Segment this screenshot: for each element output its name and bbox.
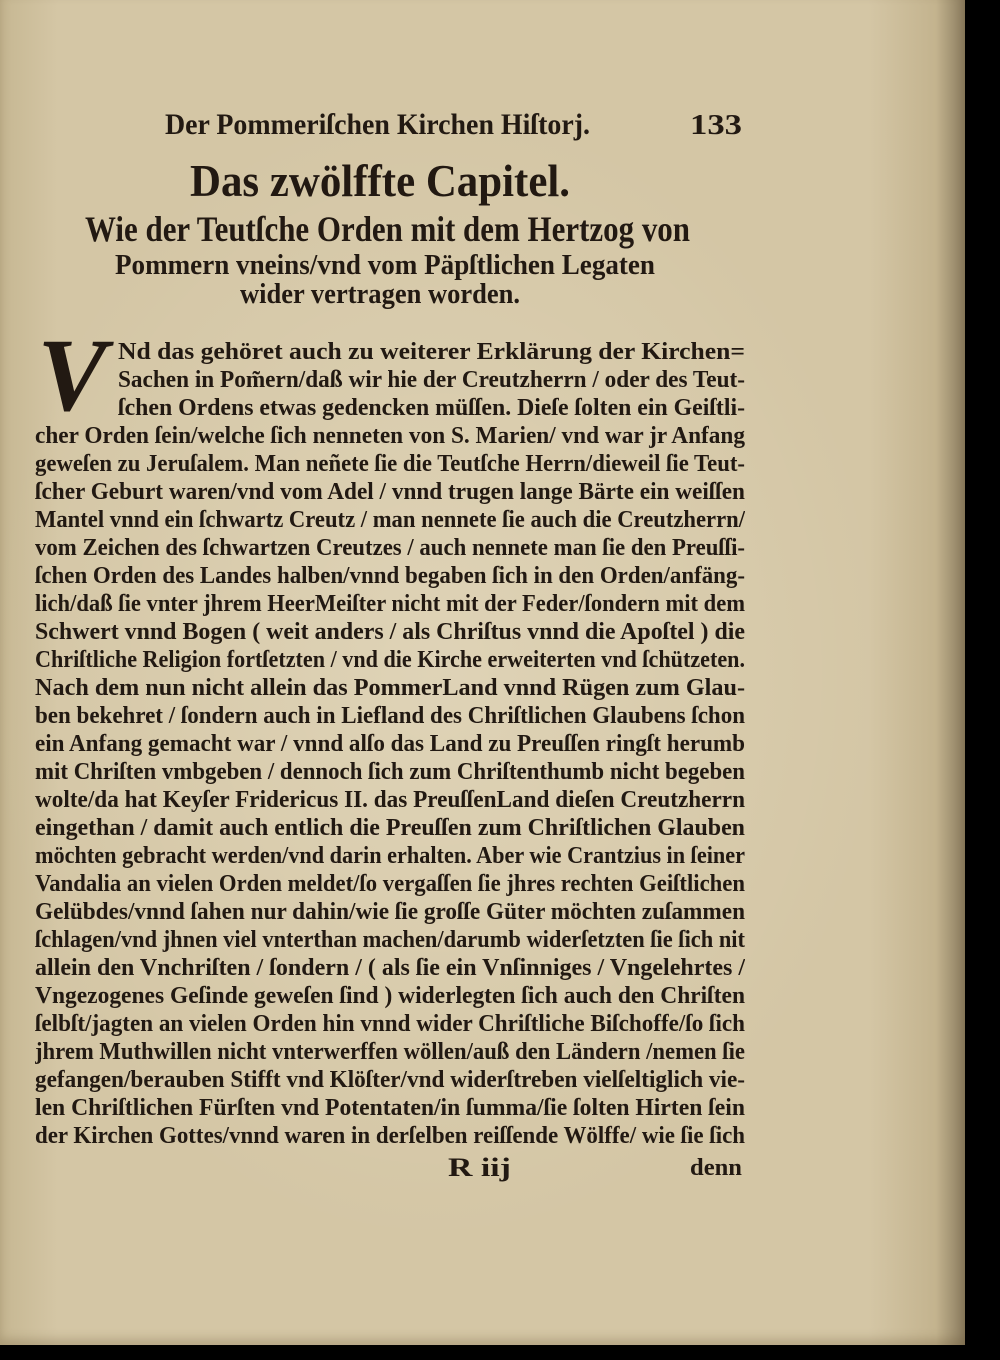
body-text-line-text: ben bekehret / ſondern auch in Liefland des Chriſtlichen Glaubens ſchon (35, 703, 745, 729)
body-text-line (118, 394, 745, 422)
chapter-subtitle-line (240, 279, 520, 311)
running-head-text: Der Pommeriſchen Kirchen Hiſtorj. (165, 108, 590, 141)
page-number-text: 133 (690, 110, 742, 141)
body-text-line (35, 1066, 745, 1094)
body-text (35, 338, 745, 1150)
body-text-line (35, 1094, 745, 1122)
catchword-text: denn (690, 1155, 742, 1181)
body-text-line (35, 842, 745, 870)
chapter-subtitle-text: wider vertragen worden. (240, 279, 520, 310)
chapter-subtitle-text: Wie der Teutſche Orden mit dem Hertzog von (85, 209, 690, 249)
body-text-line (118, 366, 745, 394)
body-text-line (35, 1038, 745, 1066)
body-text-line (35, 898, 745, 926)
signature-mark (448, 1152, 540, 1184)
body-text-line-text: Gelübdes/vnnd ſahen nur dahin/wie ſie groſſe Güter möchten zuſammen (35, 899, 745, 925)
body-text-line-text: eingethan / damit auch entlich die Preuſſen zum Chriſtlichen Glauben (35, 815, 745, 841)
chapter-title (190, 154, 570, 208)
body-text-line-text: wolte/da hat Keyſer Fridericus II. das PreuſſenLand dieſen Creutzherrn (35, 787, 745, 813)
body-text-line (35, 758, 745, 786)
signature-mark-text: R iij (448, 1153, 511, 1182)
body-text-line-text: Nach dem nun nicht allein das PommerLand vnnd Rügen zum Glau- (35, 675, 745, 701)
body-text-line (35, 814, 745, 842)
body-text-line-text: ſcher Geburt waren/vnd vom Adel / vnnd trugen lange Bärte ein weiſſen (35, 479, 745, 505)
body-text-line-text: ſchlagen/vnd jhnen viel vnterthan machen/darumb widerſetzten ſie ſich nit (35, 927, 745, 953)
body-text-line (35, 786, 745, 814)
body-text-line-text: Sachen in Pom̃ern/daß wir hie der Creutzherrn / oder des Teut- (118, 367, 745, 393)
chapter-subtitle-line (85, 208, 690, 250)
body-text-line (35, 982, 745, 1010)
body-text-line (35, 478, 745, 506)
body-text-line-text: vom Zeichen des ſchwartzen Creutzes / auch nennete man ſie den Preuſſi- (35, 535, 745, 561)
body-text-line-text: Chriſtliche Religion fortſetzten / vnd die Kirche erweiterten vnd ſchützeten. (35, 647, 745, 673)
body-text-line (35, 674, 745, 702)
body-text-line-text: Nd das gehöret auch zu weiterer Erklärung der Kirchen= (118, 339, 745, 365)
body-text-line (35, 730, 745, 758)
body-text-line (35, 926, 745, 954)
body-text-line-text: Schwert vnnd Bogen ( weit anders / als Chriſtus vnnd die Apoſtel ) die (35, 619, 745, 645)
body-text-line-text: ein Anfang gemacht war / vnnd alſo das Land zu Preuſſen ringſt herumb (35, 731, 745, 757)
body-text-line-text: allein den Vnchriſten / ſondern / ( als ſie ein Vnſinniges / Vngelehrtes / (35, 955, 745, 981)
body-text-line (35, 422, 745, 450)
body-text-line-text: Mantel vnnd ein ſchwartz Creutz / man nennete ſie auch die Creutzherrn/ (35, 507, 745, 533)
body-text-line (35, 450, 745, 478)
body-text-line-text: Vngezogenes Geſinde geweſen ſind ) widerlegten ſich auch den Chriſten (35, 983, 745, 1009)
body-text-line-text: lich/daß ſie vnter jhrem HeerMeiſter nicht mit der Feder/ſondern mit dem (35, 591, 745, 617)
body-text-line-text: der Kirchen Gottes/vnnd waren in derſelben reiſſende Wölffe/ wie ſie ſich (35, 1123, 745, 1149)
body-text-line-text: möchten gebracht werden/vnd darin erhalten. Aber wie Crantzius in ſeiner (35, 843, 745, 869)
body-text-line (35, 618, 745, 646)
body-text-line-text: mit Chriſten vmbgeben / dennoch ſich zum Chriſtenthumb nicht begeben (35, 759, 745, 785)
chapter-title-text: Das zwölffte Capitel. (190, 155, 570, 206)
catchword (690, 1152, 742, 1184)
body-text-line (35, 506, 745, 534)
body-text-line (35, 702, 745, 730)
body-text-line-text: Vandalia an vielen Orden meldet/ſo vergaſſen ſie jhres rechten Geiſtlichen (35, 871, 745, 897)
body-text-line (35, 1122, 745, 1150)
body-text-line-text: gefangen/berauben Stifft vnd Klöſter/vnd widerſtreben vielſeltiglich vie- (35, 1067, 745, 1093)
chapter-subtitle-text: Pommern vneins/vnd vom Päpſtlichen Legaten (115, 250, 655, 281)
drop-cap: V (37, 318, 107, 433)
body-text-line-text: ſchen Orden des Landes halben/vnnd begaben ſich in den Orden/anfäng- (35, 563, 745, 589)
body-text-line (35, 646, 745, 674)
body-text-line-text: ſelbſt/jagten an vielen Orden hin vnnd wider Chriſtliche Biſchoffe/ſo ſich (35, 1011, 745, 1037)
body-text-line (118, 338, 745, 366)
chapter-subtitle-line (115, 250, 655, 282)
body-text-line (35, 534, 745, 562)
body-text-line-text: jhrem Muthwillen nicht vnterwerffen wöllen/auß den Ländern /nemen ſie (35, 1039, 745, 1065)
body-text-line-text: geweſen zu Jeruſalem. Man neñete ſie die Teutſche Herrn/dieweil ſie Teut- (35, 451, 745, 477)
page-number (690, 109, 742, 143)
body-text-line (35, 590, 745, 618)
body-text-line (35, 1010, 745, 1038)
body-text-line-text: cher Orden ſein/welche ſich nenneten von S. Marien/ vnd war jr Anfang (35, 423, 745, 449)
body-text-line (35, 954, 745, 982)
running-head (165, 107, 590, 143)
body-text-line-text: ſchen Ordens etwas gedencken müſſen. Dieſe ſolten ein Geiſtli- (118, 395, 745, 421)
body-text-line (35, 562, 745, 590)
body-text-line (35, 870, 745, 898)
body-text-line-text: len Chriſtlichen Fürſten vnd Potentaten/in ſumma/ſie ſolten Hirten ſein (35, 1095, 745, 1121)
